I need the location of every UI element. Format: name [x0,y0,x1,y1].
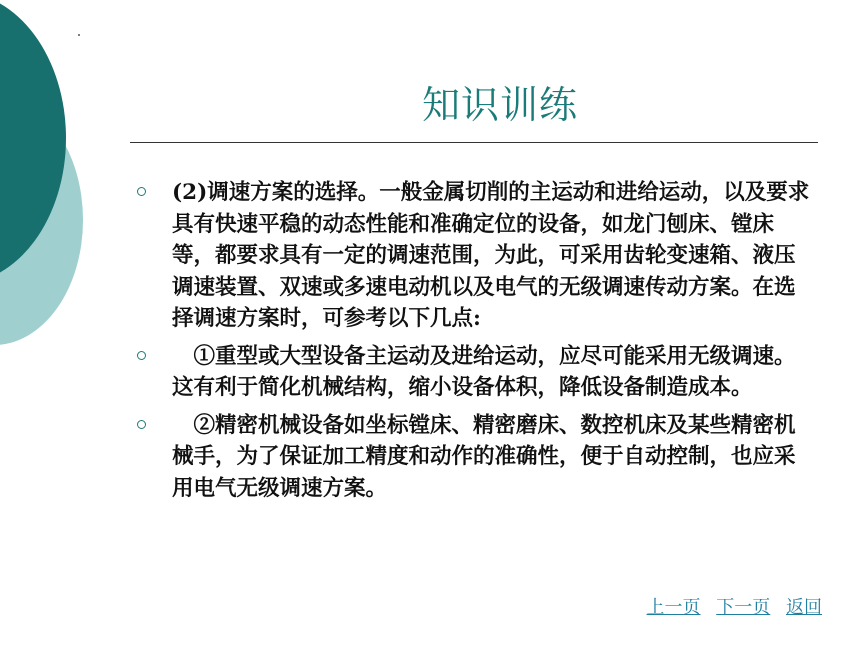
slide-navigation [637,596,822,620]
bullet-item-text: ②精密机械设备如坐标镗床、精密磨床、数控机床及某些精密机械手，为了保证加工精度和动作的准确性，便于自动控制，也应采用电气无级调速方案。 [172,412,796,501]
next-page-link[interactable]: 下一页 [716,597,771,618]
bullet-icon [137,351,146,360]
bullet-item-3 [134,410,814,505]
slide-title: 知识训练 [421,83,578,127]
prev-page-link[interactable]: 上一页 [646,597,701,618]
bullet-item-text: (2)调速方案的选择。一般金属切削的主运动和进给运动，以及要求具有快速平稳的动态性能和准确定位的设备，如龙门刨床、镗床等，都要求具有一定的调速范围，为此，可采用齿轮变速箱、液压调速装置、双速或多速电动机以及电气的无级调速传动方案。在选择调速方案时，可参考以下几点: [172,180,810,331]
slide-content [134,177,814,510]
bullet-icon [137,187,146,196]
bullet-icon [137,420,146,429]
bullet-item-1 [134,177,814,335]
bullet-item-text: ①重型或大型设备主运动及进给运动，应尽可能采用无级调速。这有利于简化机械结构，缩小设备体积，降低设备制造成本。 [172,343,796,400]
decorative-dot [78,34,80,36]
title-divider [130,142,818,143]
bullet-item-2 [134,341,814,404]
back-link[interactable]: 返回 [786,597,822,618]
